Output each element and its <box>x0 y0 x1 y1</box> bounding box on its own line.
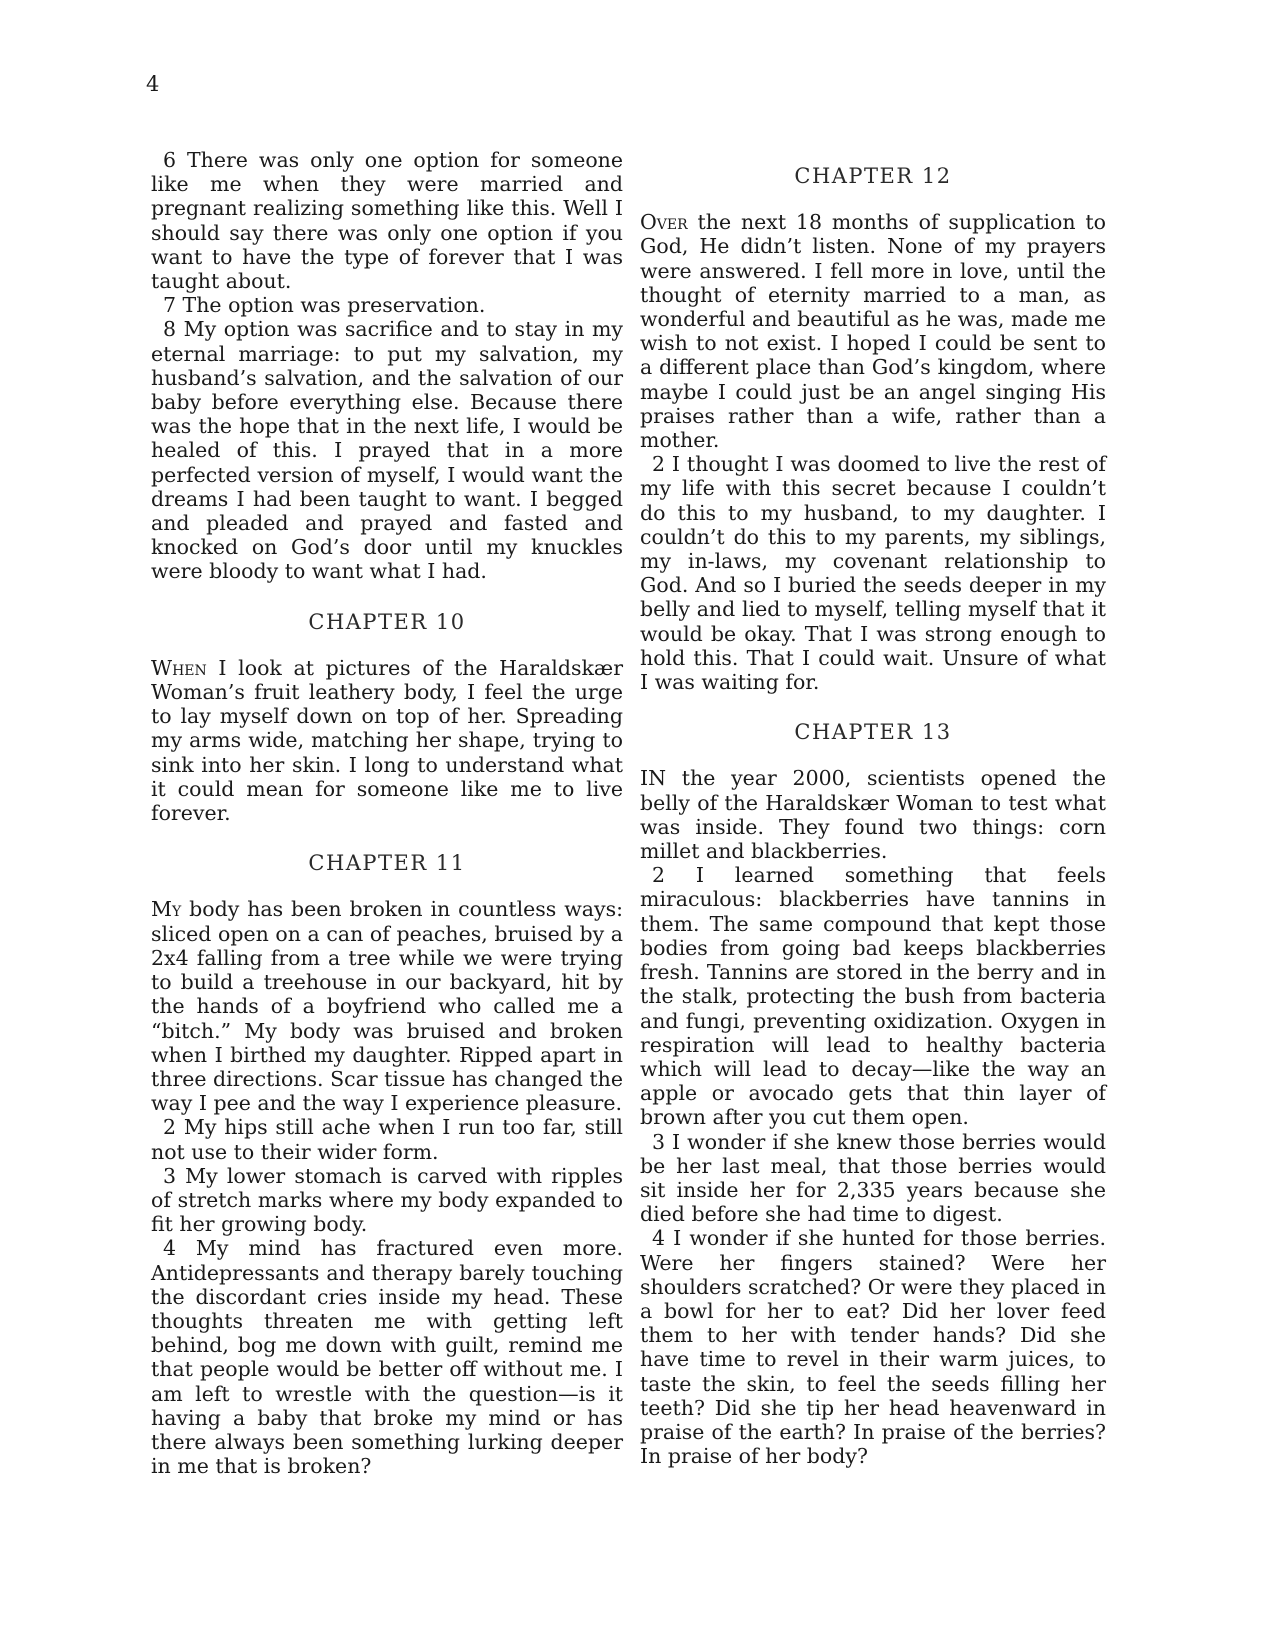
paragraph-7: 7 The option was preservation. <box>163 293 486 318</box>
chapter-13-heading: CHAPTER 13 <box>794 720 952 745</box>
chapter-11-paragraph-2: 2 My hips still ache when I run too far, still not use to their wider form. <box>151 1115 623 1164</box>
chapter-10-heading: CHAPTER 10 <box>308 609 466 634</box>
paragraph-6: 6 There was only one option for someone like me when they were married and pregnant realizing something like this. Well I should say there was only one option if you want to have the type of forever that I was taught about. <box>151 148 623 294</box>
chapter-11-heading: CHAPTER 11 <box>308 851 466 876</box>
chapter-12-paragraph-1 <box>640 210 1106 452</box>
page-number: 4 <box>146 72 160 96</box>
paragraph-text: body has been broken in countless ways: sliced open on a can of peaches, bruised by a 2x4 falling from a tree while we were trying to build a treehouse in our backyard, hit by the hands of a boyfriend who called me a “bitch.” My body was bruised and broken when I birthed my daughter. Ripped apart in three directions. Scar tissue has changed the way I pee and the way I experience pleasure. <box>151 897 623 1116</box>
lead-in: My <box>151 897 182 922</box>
left-column <box>151 148 623 1478</box>
right-column <box>640 148 1106 1468</box>
chapter-13-paragraph-1: IN the year 2000, scientists opened the belly of the Haraldskær Woman to test what was inside. They found two things: corn millet and blackberries. <box>640 766 1106 864</box>
paragraph-text: the next 18 months of supplication to God, He didn’t listen. None of my prayers were answered. I fell more in love, until the thought of eternity married to a man, as wonderful and beautiful as he was, made me wish to not exist. I hoped I could be sent to a different place than God’s kingdom, where maybe I could just be an angel singing His praises rather than a wife, rather than a mother. <box>640 210 1106 453</box>
lead-in: Over <box>640 210 688 235</box>
chapter-11-paragraph-3: 3 My lower stomach is carved with ripples of stretch marks where my body expanded to fit her growing body. <box>151 1163 623 1237</box>
chapter-13-paragraph-2: 2 I learned something that feels miraculous: blackberries have tannins in them. The same compound that kept those bodies from going bad keeps blackberries fresh. Tannins are stored in the berry and in the stalk, protecting the bush from bacteria and fungi, preventing oxidization. Oxygen in respiration will lead to healthy bacteria which will lead to decay—like the way an apple or avocado gets that thin layer of brown after you cut them open. <box>640 863 1106 1130</box>
lead-in: When <box>151 655 207 680</box>
chapter-13-paragraph-3: 3 I wonder if she knew those berries would be her last meal, that those berries would sit inside her for 2,335 years because she died before she had time to digest. <box>640 1129 1106 1227</box>
paragraph-8: 8 My option was sacrifice and to stay in my eternal marriage: to put my salvation, my husband’s salvation, and the salvation of our baby before everything else. Because there was the hope that in the next life, I would be healed of this. I prayed that in a more perfected version of myself, I would want the dreams I had been taught to want. I begged and pleaded and prayed and fasted and knocked on God’s door until my knuckles were bloody to want what I had. <box>151 317 623 584</box>
chapter-11-paragraph-1 <box>151 897 623 1115</box>
chapter-11-paragraph-4: 4 My mind has fractured even more. Antidepressants and therapy barely touching the discordant cries inside my head. These thoughts threaten me with getting left behind, bog me down with guilt, remind me that people would be better off without me. I am left to wrestle with the question—is it having a baby that broke my mind or has there always been something lurking deeper in me that is broken? <box>151 1236 623 1479</box>
chapter-13-paragraph-4: 4 I wonder if she hunted for those berries. Were her fingers stained? Were her shoulders scratched? Or were they placed in a bowl for her to eat? Did her lover feed them to her with tender hands? Did she have time to revel in their warm juices, to taste the skin, to feel the seeds filling her teeth? Did she tip her head heavenward in praise of the earth? In praise of the berries? In praise of her body? <box>640 1226 1106 1469</box>
chapter-12-paragraph-2: 2 I thought I was doomed to live the rest of my life with this secret because I couldn’t do this to my husband, to my daughter. I couldn’t do this to my parents, my siblings, my in-laws, my covenant relationship to God. And so I buried the seeds deeper in my belly and lied to myself, telling myself that it would be okay. That I was strong enough to hold this. That I could wait. Unsure of what I was waiting for. <box>640 452 1106 695</box>
chapter-10-paragraph-1 <box>151 656 623 825</box>
paragraph-text: I look at pictures of the Haraldskær Woman’s fruit leathery body, I feel the urge to lay myself down on top of her. Spreading my arms wide, matching her shape, trying to sink into her skin. I long to understand what it could mean for someone like me to live forever. <box>151 655 623 826</box>
chapter-12-heading: CHAPTER 12 <box>794 164 952 188</box>
